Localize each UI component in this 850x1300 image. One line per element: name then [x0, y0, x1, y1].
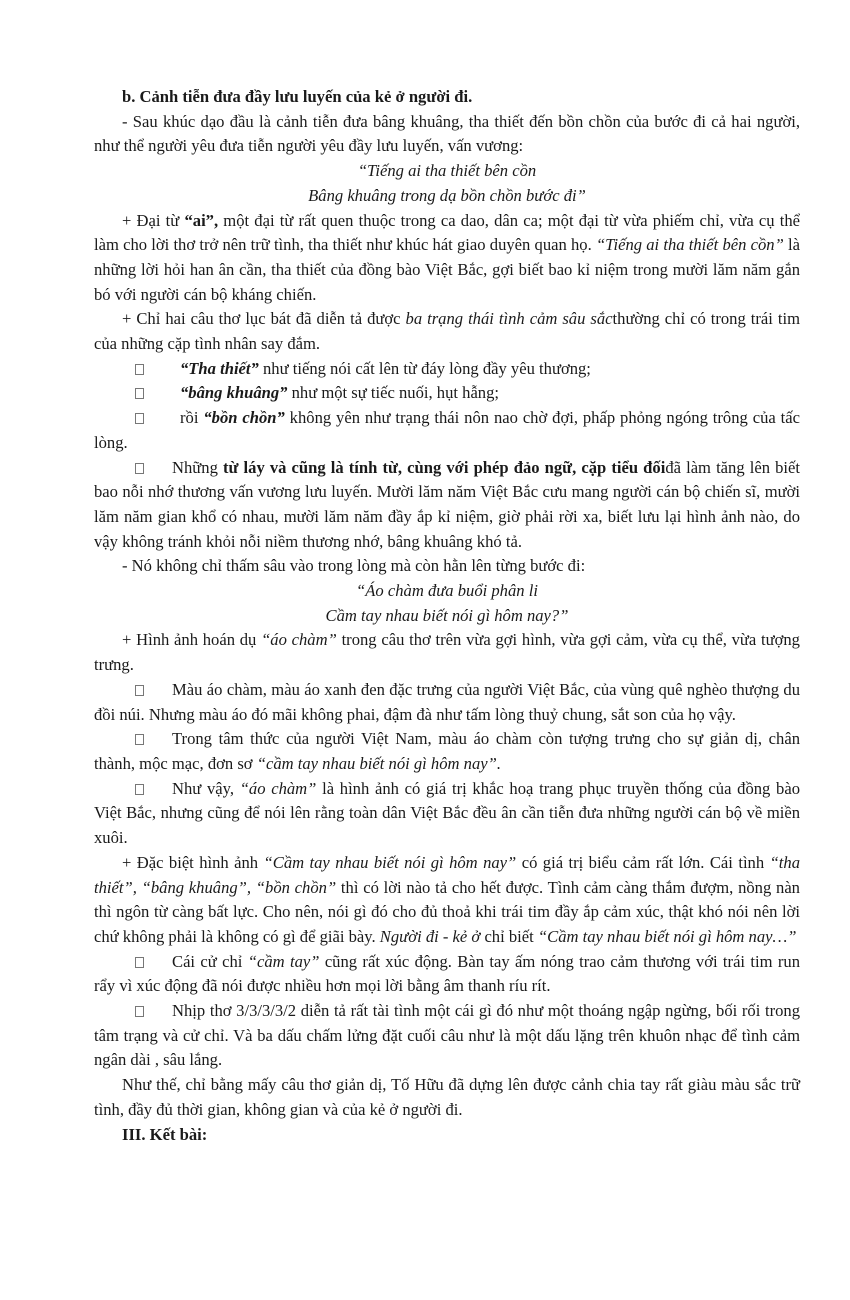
text-run: Những: [172, 457, 223, 477]
bold-italic-term: “bâng khuâng”: [180, 383, 288, 403]
document-page: [94, 85, 800, 1147]
bullet-item-tha-thiet: [94, 357, 800, 382]
text-run: thường chỉ có trong trái tim của những cặp tình nhân say đắm.: [94, 309, 801, 354]
verse-2-line-1: “Áo chàm đưa buổi phân li: [356, 581, 538, 601]
verse-quote: “Tiếng ai tha thiết bên cồn”: [595, 235, 784, 255]
verse-1-line-2: Bâng khuâng trong dạ bồn chồn bước đi”: [308, 185, 586, 205]
bullet-box-icon: [135, 463, 144, 474]
bullet-item-tam-thuc: [94, 727, 800, 776]
conclusion-paragraph: Như thế, chỉ bằng mấy câu thơ giản dị, Tố Hữu đã dựng lên được cảnh chia tay rất giàu màu sắc trữ tình, đầy đủ thời gian, không gian và của kẻ ở người đi.: [94, 1075, 800, 1119]
bold-phrase: từ láy và cũng là tính từ, cùng với phép đảo ngữ, cặp tiểu đối: [222, 457, 666, 477]
text-run: + Đặc biệt hình ảnh: [122, 852, 264, 872]
text-run: trong câu thơ trên vừa gợi hình, vừa gợi cảm, vừa cụ thể, vừa tượng trưng.: [94, 630, 800, 675]
text-run: + Đại từ: [122, 210, 185, 230]
bullet-box-icon: [135, 1006, 144, 1017]
intro-paragraph: - Sau khúc dạo đầu là cảnh tiễn đưa bâng khuâng, tha thiết đến bồn chồn của bước đi cả hai người, như thể người yêu đưa tiễn người yêu đầy lưu luyến, vấn vương:: [94, 111, 800, 156]
text-run: Màu áo chàm, màu áo xanh đen đặc trưng của người Việt Bắc, của vùng quê nghèo thượng du đồi núi. Nhưng màu áo đó mãi không phai, đậm đà như tấm lòng thuỷ chung, sắt son của họ vậy.: [94, 679, 800, 724]
section-b-heading: b. Cảnh tiễn đưa đầy lưu luyến của kẻ ở người đi.: [122, 87, 473, 106]
bullet-box-icon: [135, 413, 144, 424]
paragraph-ao-cham: [94, 628, 800, 677]
text-run: Cái cử chỉ: [172, 951, 248, 971]
text-run: cũng rất xúc động. Bàn tay ấm nóng trao cảm thương với trái tim run rẩy vì xúc động đã nói được nhiều hơn mọi lời bằng âm thanh ríu rít.: [94, 951, 800, 996]
bullet-item-cu-chi: [94, 950, 800, 999]
verse-1-line-1: “Tiếng ai tha thiết bên cồn: [357, 161, 537, 181]
text-run: có giá trị biểu cảm rất lớn. Cái tình: [516, 852, 770, 872]
italic-phrase: “cầm tay nhau biết nói gì hôm nay”.: [256, 753, 501, 773]
italic-phrase: “Cầm tay nhau biết nói gì hôm nay…”: [537, 926, 797, 946]
italic-phrase: “Cầm tay nhau biết nói gì hôm nay”: [263, 852, 517, 872]
italic-phrase: “cầm tay”: [247, 951, 320, 971]
text-run: Nhịp thơ 3/3/3/3/2 diễn tả rất tài tình một cái gì đó như một thoáng ngập ngừng, bối rối trong tâm trạng và cử chỉ. Và ba dấu chấm lửng đặt cuối câu như là một dấu lặng trên khuôn nhạc để tình cảm ngân dài , sâu lắng.: [94, 1001, 800, 1070]
bullet-box-icon: [135, 685, 144, 696]
text-run: thì có lời nào tả cho hết được. Tình cảm càng thắm đượm, nồng nàn thì ngôn từ càng bất lực. Cho nên, nói gì đó cho đủ thoả khi trái tim đầy ắp cảm xúc, thật khó nói nên lời chứ không phải là không có gì để giãi bày.: [94, 877, 800, 946]
section-3-heading: III. Kết bài:: [122, 1124, 208, 1144]
bullet-item-nhu-vay: [94, 777, 800, 851]
bullet-item-bang-khuang: [94, 381, 800, 406]
bullet-item-mau-ao: [94, 678, 800, 727]
italic-phrase: “tha thiết”, “bâng khuâng”, “bồn chồn”: [94, 852, 800, 897]
bullet-box-icon: [135, 957, 144, 968]
text-run: rồi: [180, 408, 204, 428]
verse-2-line-2: Cầm tay nhau biết nói gì hôm nay?”: [325, 605, 569, 625]
text-run: như tiếng nói cất lên từ đáy lòng đầy yêu thương;: [258, 358, 591, 378]
text-run: là những lời hỏi han ân cần, tha thiết của đồng bào Việt Bắc, gợi biết bao kỉ niệm trong mười lăm năm gắn bó với người cán bộ kháng chiến.: [94, 235, 800, 304]
paragraph-two-lines: [94, 307, 800, 356]
bullet-box-icon: [135, 784, 144, 795]
text-run: là hình ảnh có giá trị khắc hoạ trang phục truyền thống của đồng bào Việt Bắc, nhưng cũng để nói lên rằng toàn dân Việt Bắc đều ân cần tiễn đưa những người cán bộ về miền xuôi.: [94, 778, 800, 848]
text-run: như một sự tiếc nuối, hụt hẫng;: [287, 383, 500, 403]
text-run: đã làm tăng lên biết bao nỗi nhớ thương vấn vương lưu luyến. Mười lăm năm Việt Bắc cưu mang người cán bộ chiến sĩ, mười lăm năm gian khổ có nhau, mười lăm năm đầy ắp kỉ niệm, giờ phải rời xa, biết lưu lại hình ảnh nào, do vậy không tránh khỏi nỗi niềm thương nhớ, bâng khuâng khó tả.: [94, 457, 800, 551]
text-run: + Chỉ hai câu thơ lục bát đã diễn tả được: [122, 309, 406, 329]
text-run: một đại từ rất quen thuộc trong ca dao, dân ca; một đại từ vừa phiếm chỉ, vừa cụ thể làm cho lời thơ trở nên trữ tình, tha thiết như khúc hát giao duyên quan họ.: [94, 210, 801, 255]
bold-italic-term: “bồn chồn”: [203, 408, 285, 428]
bullet-item-nhip-tho: [94, 999, 800, 1073]
paragraph-step: - Nó không chỉ thấm sâu vào trong lòng mà còn hằn lên từng bước đi:: [122, 556, 586, 576]
bullet-box-icon: [135, 734, 144, 745]
bullet-item-bon-chon: [94, 406, 800, 455]
italic-phrase: “áo chàm”: [261, 630, 337, 650]
text-run: Trong tâm thức của người Việt Nam, màu áo chàm còn tượng trưng cho sự giản dị, chân thành, mộc mạc, đơn sơ: [94, 729, 800, 773]
emphasis-ai: “ai”,: [184, 210, 219, 230]
paragraph-cam-tay: [94, 851, 800, 950]
paragraph-ai: [94, 209, 800, 308]
italic-phrase: ba trạng thái tình cảm sâu sắc: [405, 309, 613, 329]
bullet-box-icon: [135, 388, 144, 399]
text-run: + Hình ảnh hoán dụ: [122, 630, 262, 650]
text-run: Như vậy,: [172, 778, 240, 798]
bold-italic-term: “Tha thiết”: [180, 358, 259, 378]
italic-phrase: “áo chàm”: [239, 778, 317, 798]
italic-phrase: Người đi - kẻ ở: [379, 926, 481, 946]
bullet-item-tu-lay: [94, 456, 800, 555]
text-run: không yên như trạng thái nôn nao chờ đợi, phấp phỏng ngóng trông của tấc lòng.: [94, 408, 800, 452]
text-run: chỉ biết: [480, 926, 538, 946]
bullet-box-icon: [135, 364, 144, 375]
